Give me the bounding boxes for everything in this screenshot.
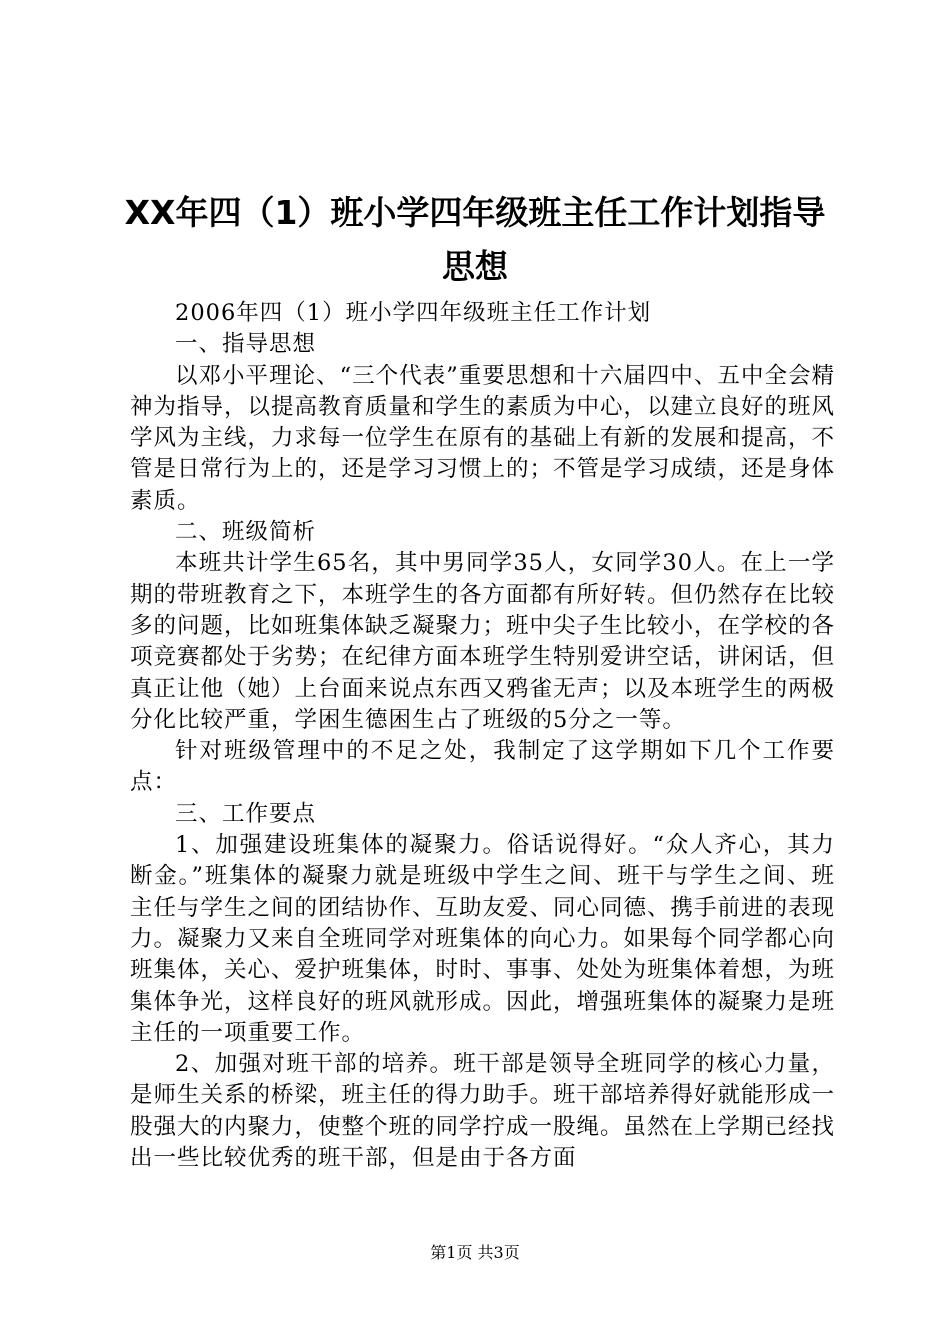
document-title: XX年四（1）班小学四年级班主任工作计划指导思想 bbox=[124, 193, 826, 286]
paragraph: 针对班级管理中的不足之处，我制定了这学期如下几个工作要点： bbox=[130, 738, 835, 796]
paragraph-subtitle: 2006年四（1）班小学四年级班主任工作计划 bbox=[175, 300, 652, 326]
page-footer: 第1页 共3页 bbox=[430, 1243, 520, 1262]
paragraph: 以邓小平理论、“三个代表”重要思想和十六届四中、五中全会精神为指导，以提高教育质量和学生的素质为中心，以建立良好的班风学风为主线，力求每一位学生在原有的基础上有新的发展和提高，不管是日常行为上的，还是学习习惯上的；不管是学习成绩，还是身体素质。 bbox=[130, 362, 836, 514]
section-heading-class-analysis: 二、班级简析 bbox=[175, 519, 317, 546]
document-body bbox=[130, 298, 835, 1174]
paragraph: 本班共计学生65名，其中男同学35人，女同学30人。在上一学期的带班教育之下，本班学生的各方面都有所好转。但仍然存在比较多的问题，比如班集体缺乏凝聚力；班中尖子生比较小，在学校的各项竞赛都处于劣势；在纪律方面本班学生特别爱讲空话，讲闲话，但真正让他（她）上台面来说点东西又鸦雀无声；以及本班学生的两极分化比较严重，学困生德困生占了班级的5分之一等。 bbox=[130, 550, 836, 733]
paragraph: 2、加强对班干部的培养。班干部是领导全班同学的核心力量，是师生关系的桥梁，班主任的得力助手。班干部培养得好就能形成一股强大的内聚力，使整个班的同学拧成一股绳。虽然在上学期已经找出一些比较优秀的班干部，但是由于各方面 bbox=[130, 1051, 836, 1172]
section-heading-guiding-ideology: 一、指导思想 bbox=[175, 331, 317, 358]
paragraph: 1、加强建设班集体的凝聚力。俗话说得好。“众人齐心，其力断金。”班集体的凝聚力就是班级中学生之间、班干与学生之间、班主任与学生之间的团结协作、互助友爱、同心同德、携手前进的表现力。凝聚力又来自全班同学对班集体的向心力。如果每个同学都心向班集体，关心、爱护班集体，时时、事事、处处为班集体着想，为班集体争光，这样良好的班风就形成。因此，增强班集体的凝聚力是班主任的一项重要工作。 bbox=[130, 832, 836, 1046]
section-heading-work-points: 三、工作要点 bbox=[175, 800, 317, 827]
